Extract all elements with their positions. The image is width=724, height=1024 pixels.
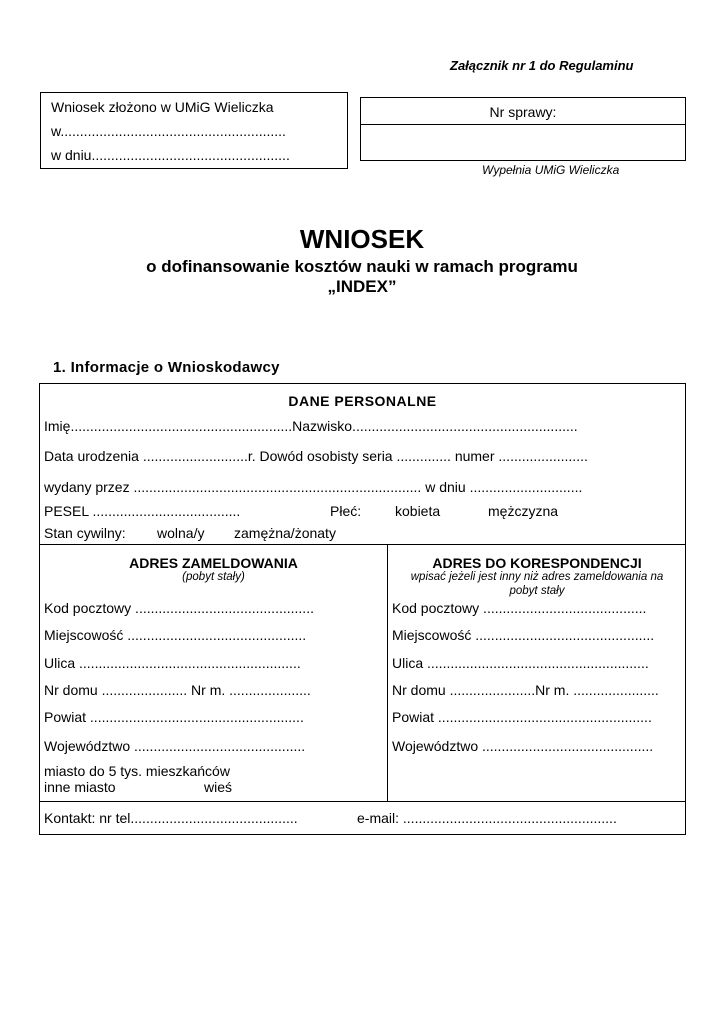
corr-house-number-field[interactable]: Nr domu ......................Nr m. ...................... xyxy=(392,682,659,698)
civil-married-option[interactable]: zamężna/żonaty xyxy=(234,525,336,541)
form-subtitle: o dofinansowanie kosztów nauki w ramach programu xyxy=(146,257,578,276)
pesel-field[interactable]: PESEL ...................................... xyxy=(44,503,241,519)
corr-county-field[interactable]: Powiat ....................................................... xyxy=(392,709,652,725)
civil-status-label: Stan cywilny: xyxy=(44,525,126,541)
case-number-note: Wypełnia UMiG Wieliczka xyxy=(482,163,620,177)
submission-line-date[interactable]: w dniu................................................... xyxy=(51,147,290,163)
corr-postal-code-field[interactable]: Kod pocztowy .......................................... xyxy=(392,600,647,616)
applicant-table xyxy=(39,383,686,835)
issued-by-field[interactable]: wydany przez .......................................................................... w dniu ............................. xyxy=(44,479,583,495)
civil-single-option[interactable]: wolna/y xyxy=(157,525,205,541)
village-option[interactable]: wieś xyxy=(204,779,233,795)
contact-email-field[interactable]: e-mail: ....................................................... xyxy=(357,810,617,826)
correspondence-address-header: ADRES DO KORESPONDENCJI xyxy=(432,555,642,571)
reg-house-number-field[interactable]: Nr domu ...................... Nr m. ..................... xyxy=(44,682,311,698)
case-number-box xyxy=(360,97,686,161)
case-number-field[interactable] xyxy=(361,125,685,161)
corr-city-field[interactable]: Miejscowość .............................................. xyxy=(392,627,655,643)
gender-female-option[interactable]: kobieta xyxy=(395,503,441,519)
attachment-label: Załącznik nr 1 do Regulaminu xyxy=(450,58,634,73)
reg-postal-code-field[interactable]: Kod pocztowy .............................................. xyxy=(44,600,314,616)
submission-box xyxy=(40,92,348,169)
submission-line-place[interactable]: w.......................................................... xyxy=(51,123,286,139)
town-small-option[interactable]: miasto do 5 tys. mieszkańców xyxy=(44,763,230,779)
reg-county-field[interactable]: Powiat ....................................................... xyxy=(44,709,304,725)
corr-voivodeship-field[interactable]: Województwo ............................................ xyxy=(392,738,654,754)
personal-data-header: DANE PERSONALNE xyxy=(288,393,437,409)
form-title: WNIOSEK xyxy=(299,224,425,254)
program-name: „INDEX” xyxy=(327,277,397,296)
registered-address-header: ADRES ZAMELDOWANIA xyxy=(129,555,298,571)
reg-city-field[interactable]: Miejscowość .............................................. xyxy=(44,627,307,643)
corr-street-field[interactable]: Ulica ......................................................... xyxy=(392,655,649,671)
case-number-label: Nr sprawy: xyxy=(489,104,557,120)
gender-male-option[interactable]: mężczyzna xyxy=(488,503,559,519)
birth-id-field[interactable]: Data urodzenia ...........................r. Dowód osobisty seria .............. numer ....................... xyxy=(44,448,588,464)
contact-phone-field[interactable]: Kontakt: nr tel........................................... xyxy=(44,810,298,826)
correspondence-address-subheader: wpisać jeżeli jest inny niż adres zameldowania na xyxy=(410,571,664,583)
gender-label: Płeć: xyxy=(330,503,362,519)
registered-address-subheader: (pobyt stały) xyxy=(182,571,245,583)
reg-street-field[interactable]: Ulica ......................................................... xyxy=(44,655,301,671)
submission-line-office: Wniosek złożono w UMiG Wieliczka xyxy=(51,99,274,115)
name-surname-field[interactable]: Imię.........................................................Nazwisko.......................................................... xyxy=(44,418,578,434)
correspondence-address-subheader-2: pobyt stały xyxy=(509,585,565,597)
reg-voivodeship-field[interactable]: Województwo ............................................ xyxy=(44,738,306,754)
section-heading: 1. Informacje o Wnioskodawcy xyxy=(53,359,280,376)
town-other-option[interactable]: inne miasto xyxy=(44,779,116,795)
